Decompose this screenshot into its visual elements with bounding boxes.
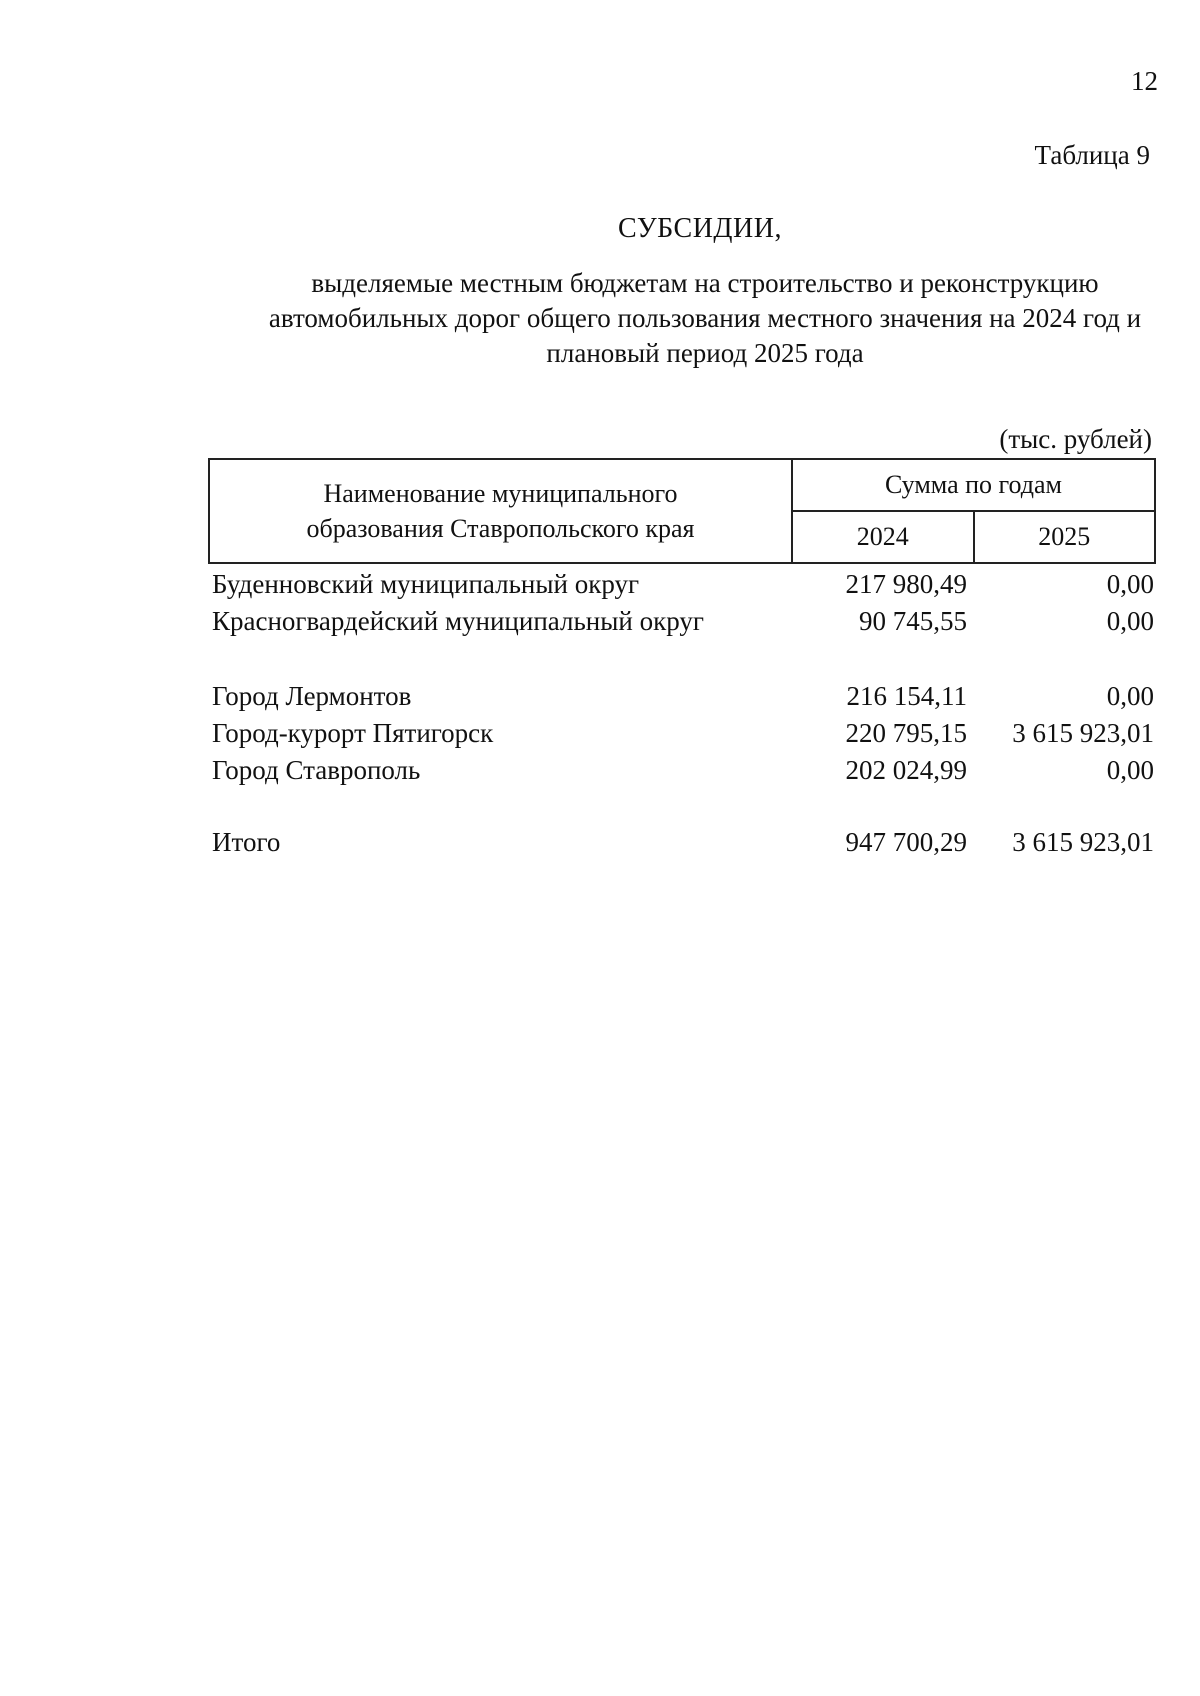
total-row xyxy=(212,824,1154,861)
sum-by-years-header: Сумма по годам xyxy=(792,459,1155,511)
municipality-name: Город Лермонтов xyxy=(212,681,412,711)
document-title: СУБСИДИИ, xyxy=(618,213,782,244)
amount-2025: 0,00 xyxy=(1106,681,1154,711)
municipality-name: Город-курорт Пятигорск xyxy=(212,718,494,748)
units-label: (тыс. рублей) xyxy=(999,424,1152,454)
municipality-name: Город Ставрополь xyxy=(212,755,421,785)
total-label: Итого xyxy=(212,827,281,857)
table-row xyxy=(212,566,1154,603)
subtitle-line: плановый период 2025 года xyxy=(546,338,864,368)
total-2024: 947 700,29 xyxy=(845,827,967,857)
table-row xyxy=(212,715,1154,752)
municipality-name: Красногвардейский муниципальный округ xyxy=(212,606,704,636)
amount-2025: 0,00 xyxy=(1106,569,1154,599)
subtitle-line: автомобильных дорог общего пользования местного значения на 2024 год и xyxy=(268,303,1142,333)
amount-2024: 217 980,49 xyxy=(845,569,967,599)
amount-2025: 3 615 923,01 xyxy=(1012,718,1154,748)
amount-2024: 216 154,11 xyxy=(846,681,967,711)
column-header-line: Наименование муниципального xyxy=(323,479,678,508)
amount-2024: 90 745,55 xyxy=(859,606,967,636)
table-label: Таблица 9 xyxy=(1034,140,1150,170)
amount-2025: 0,00 xyxy=(1106,755,1154,785)
amount-2024: 202 024,99 xyxy=(845,755,967,785)
table-row xyxy=(212,752,1154,789)
year-2024-header: 2024 xyxy=(792,511,974,563)
year-2025-header: 2025 xyxy=(974,511,1156,563)
municipality-name: Буденновский муниципальный округ xyxy=(212,569,640,599)
municipality-column-header xyxy=(209,459,792,563)
subtitle-line: выделяемые местным бюджетам на строительство и реконструкцию xyxy=(311,268,1099,298)
amount-2024: 220 795,15 xyxy=(845,718,967,748)
amount-2025: 0,00 xyxy=(1106,606,1154,636)
total-2025: 3 615 923,01 xyxy=(1012,827,1154,857)
table-row xyxy=(212,678,1154,715)
page-number: 12 xyxy=(1131,66,1158,96)
column-header-line: образования Ставропольского края xyxy=(306,514,695,543)
table-header xyxy=(208,458,1156,564)
document-subtitle xyxy=(150,266,1200,371)
table-row xyxy=(212,603,1154,640)
table-body xyxy=(212,566,1154,861)
